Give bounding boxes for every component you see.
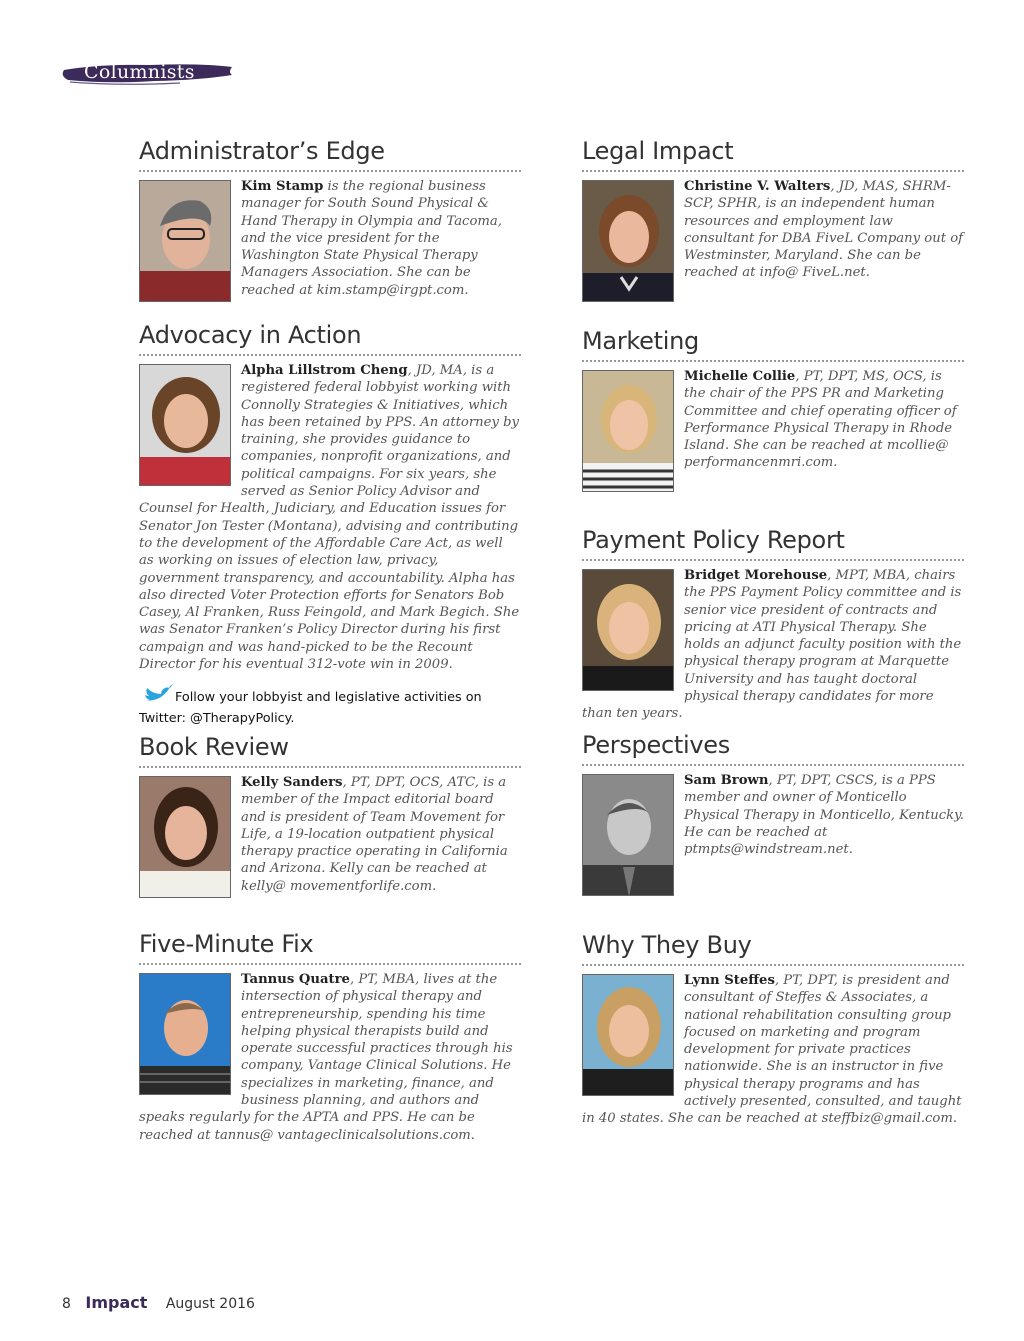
columnist-perspectives — [582, 730, 964, 900]
headshot-photo — [582, 774, 674, 896]
columnist-bio: , PT, DPT, CSCS, is a PPS member and owner of Monticello Physical Therapy in Monticello, Kentucky. He can be reached at ptmpts@windstream.net. — [684, 773, 964, 858]
headshot-photo — [139, 364, 231, 486]
columnist-why-they-buy — [582, 930, 964, 1128]
columnist-name: Michelle Collie — [684, 369, 796, 384]
section-tag-label: Columnists — [84, 61, 195, 83]
columnist-five-minute-fix — [139, 929, 521, 1144]
dotted-divider — [582, 559, 964, 561]
section-heading: Book Review — [139, 733, 289, 761]
columnist-marketing — [582, 326, 964, 496]
headshot-photo — [139, 776, 231, 898]
dotted-divider — [582, 360, 964, 362]
twitter-callout — [139, 683, 521, 727]
headshot-photo — [139, 180, 231, 302]
headshot-photo — [582, 974, 674, 1096]
columnist-payment-policy-report — [582, 525, 964, 723]
bio-text — [582, 772, 964, 900]
bio-text — [582, 567, 964, 723]
columnist-bio: , JD, MAS, SHRM-SCP, SPHR, is an independent human resources and employment law consultant for DBA FiveL Company out of Westminster, Maryland. She can be reached at info@ FiveL.net. — [684, 179, 964, 281]
section-heading: Why They Buy — [582, 931, 752, 959]
page-footer — [62, 1293, 255, 1312]
columnist-administrators-edge — [139, 136, 521, 306]
twitter-bird-icon — [139, 683, 173, 710]
headshot-photo — [582, 180, 674, 302]
page-number: 8 — [62, 1296, 71, 1312]
columnist-bio: is the regional business manager for South Sound Physical & Hand Therapy in Olympia and Tacoma, and the vice president for the Washington State Physical Therapy Managers Association. She can be reached at kim.stamp@irgpt.com. — [241, 179, 502, 298]
section-heading: Legal Impact — [582, 137, 734, 165]
bio-text — [139, 362, 521, 673]
bio-text — [582, 178, 964, 306]
dotted-divider — [139, 766, 521, 768]
dotted-divider — [139, 963, 521, 965]
bio-text — [582, 972, 964, 1128]
twitter-text: Follow your lobbyist and legislative activities on Twitter: @TherapyPolicy. — [139, 690, 482, 727]
dotted-divider — [139, 354, 521, 356]
bio-text — [139, 971, 521, 1144]
columnist-name: Bridget Morehouse — [684, 568, 828, 583]
columnist-bio: , PT, DPT, MS, OCS, is the chair of the PPS PR and Marketing Committee and chief operating officer of Performance Physical Therapy in Rhode Island. She can be reached at mcollie@ performancептri.com. — [684, 369, 957, 471]
section-heading: Perspectives — [582, 731, 730, 759]
dotted-divider — [582, 170, 964, 172]
section-heading: Marketing — [582, 327, 699, 355]
columnist-bio: , PT, MBA, lives at the intersection of physical therapy and entrepreneurship, spending his time helping physical therapists build and operate successful practices through his company, Vantage Clinical Solutions. He specializes in marketing, finance, and business planning, and authors and speaks regularly for the APTA and PPS. He can be reached at tannus@ vantageclinicalsolutions.com. — [139, 972, 513, 1143]
bio-text — [139, 774, 521, 902]
dotted-divider — [582, 964, 964, 966]
columnist-book-review — [139, 732, 521, 902]
headshot-photo — [139, 973, 231, 1095]
headshot-photo — [582, 569, 674, 691]
columnist-name: Kim Stamp — [241, 179, 324, 194]
section-tag — [60, 60, 235, 88]
dotted-divider — [139, 170, 521, 172]
columnist-bio: , PT, DPT, OCS, ATC, is a member of the Impact editorial board and is president of Team Movement for Life, a 19-location outpatient physical therapy practice operating in California and Arizona. Kelly can be reached at kelly@ movementforlife.com. — [241, 775, 508, 894]
columnist-name: Alpha Lillstrom Cheng — [241, 363, 408, 378]
section-heading: Five-Minute Fix — [139, 930, 314, 958]
headshot-photo — [582, 370, 674, 492]
publication-name: Impact — [85, 1293, 148, 1312]
columnist-name: Christine V. Walters — [684, 179, 831, 194]
section-heading: Advocacy in Action — [139, 321, 362, 349]
dotted-divider — [582, 764, 964, 766]
columnist-name: Tannus Quatre — [241, 972, 350, 987]
columnist-bio: , JD, MA, is a registered federal lobbyist working with Connolly Strategies & Initiatives, which has been retained by PPS. An attorney by training, she provides guidance to companies, nonprofit organizations, and political campaigns. For six years, she served as Senior Policy Advisor and Counsel for Health, Judiciary, and Education issues for Senator Jon Tester (Montana), advising and contributing to the development of the Affordable Care Act, as well as working on issues of election law, privacy, government transparency, and accountability. Alpha has also directed Voter Protection efforts for Senators Bob Casey, Al Franken, Russ Feingold, and Mark Begich. She was Senator Franken’s Policy Director during his first campaign and was hand-picked to be the Recount Director for his eventual 312-vote win in 2009. — [139, 363, 520, 673]
bio-text — [582, 368, 964, 496]
section-heading: Payment Policy Report — [582, 526, 845, 554]
columnist-legal-impact — [582, 136, 964, 306]
columnist-name: Lynn Steffes — [684, 973, 775, 988]
columnist-bio: , PT, DPT, is president and consultant of Steffes & Associates, a national rehabilitation consulting group focused on marketing and program development for private practices nationwide. She is an instructor in five physical therapy programs and has actively presented, consulted, and taught in 40 states. She can be reached at steffbiz@gmail.com. — [582, 973, 962, 1127]
columnist-advocacy-in-action — [139, 320, 521, 727]
columnist-name: Kelly Sanders — [241, 775, 343, 790]
bio-text — [139, 178, 521, 306]
columnist-name: Sam Brown — [684, 773, 769, 788]
issue-date: August 2016 — [165, 1296, 255, 1312]
section-heading: Administrator’s Edge — [139, 137, 385, 165]
columnist-bio: , MPT, MBA, chairs the PPS Payment Policy committee and is senior vice president of contracts and pricing at ATI Physical Therapy. She holds an adjunct faculty position with the physical therapy program at Marquette University and has taught doctoral physical therapy candidates for more than ten years. — [582, 568, 962, 722]
